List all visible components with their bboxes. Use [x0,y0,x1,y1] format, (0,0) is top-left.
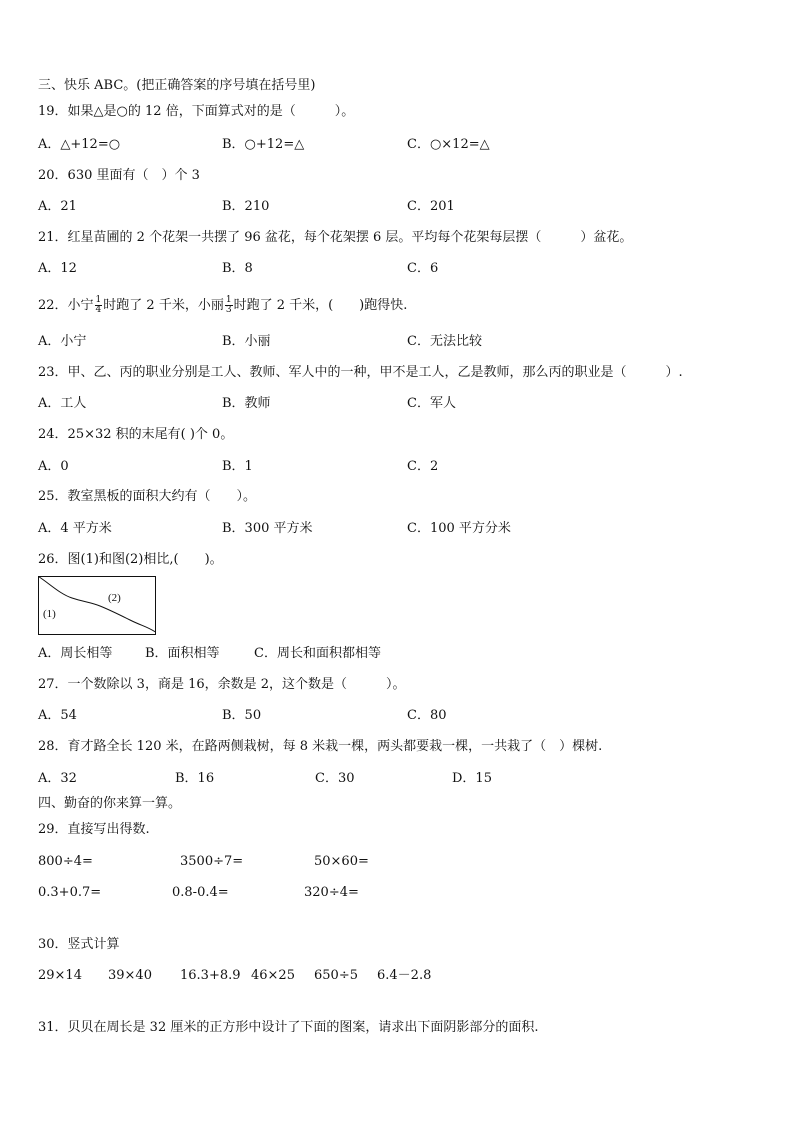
q25-option-c: C．100 平方分米 [407,521,511,536]
q22-option-b: B．小丽 [222,334,271,349]
q27-option-c: C．80 [407,708,447,723]
question-28: 28．育才路全长 120 米，在路两侧栽树，每 8 米栽一棵，两头都要栽一棵，一共栽了（ ）棵树. [38,739,603,754]
figure-label-2: (2) [108,592,121,604]
fraction-one-third: $\frac{1}{3}$ [225,295,232,315]
q22-middle: 时跑了 2 千米，小丽 [103,298,224,313]
q24-option-c: C．2 [407,459,439,474]
q21-option-c: C．6 [407,261,439,276]
q22-option-c: C．无法比较 [407,334,482,349]
q23-option-b: B．教师 [222,396,271,411]
q19-option-b: B．○+12=△ [222,137,305,152]
section-3-title: 三、快乐 ABC。(把正确答案的序号填在括号里) [38,78,316,93]
vertical-calc-item: 6.4－2.8 [377,968,432,983]
calc-item: 0.8-0.4= [172,885,229,900]
q26-option-a: A．周长相等 [38,646,113,661]
q28-option-d: D．15 [452,771,492,786]
calc-item: 50×60= [314,854,369,869]
figure-label-1: (1) [43,608,56,620]
q19-option-c: C．○×12=△ [407,137,490,152]
q23-option-a: A．工人 [38,396,87,411]
q26-option-b: B．面积相等 [145,646,220,661]
q24-option-b: B．1 [222,459,253,474]
question-30: 30．竖式计算 [38,937,120,952]
question-31: 31．贝贝在周长是 32 厘米的正方形中设计了下面的图案，请求出下面阴影部分的面积. [38,1020,539,1035]
question-24: 24．25×32 积的末尾有( )个 0。 [38,427,234,442]
vertical-calc-item: 46×25 [251,968,295,983]
question-20: 20．630 里面有（ ）个 3 [38,168,200,183]
q22-option-a: A．小宁 [38,334,87,349]
vertical-calc-item: 650÷5 [314,968,358,983]
rectangle-split-figure [38,576,156,635]
q28-option-c: C．30 [315,771,355,786]
q28-option-a: A．32 [38,771,77,786]
question-23: 23．甲、乙、丙的职业分别是工人、教师、军人中的一种，甲不是工人，乙是教师，那么丙的职业是（ ）. [38,365,683,380]
section-4-title: 四、勤奋的你来算一算。 [38,796,182,811]
question-26: 26．图(1)和图(2)相比,( )。 [38,552,223,567]
q28-option-b: B．16 [175,771,215,786]
calc-item: 320÷4= [304,885,359,900]
question-29: 29．直接写出得数. [38,822,150,837]
question-19: 19．如果△是○的 12 倍，下面算式对的是（ ）。 [38,104,355,119]
vertical-calc-item: 39×40 [108,968,152,983]
calc-item: 800÷4= [38,854,93,869]
calc-item: 3500÷7= [180,854,244,869]
fraction-one-quarter: $\frac{1}{4}$ [95,295,102,315]
q27-option-b: B．50 [222,708,262,723]
vertical-calc-item: 29×14 [38,968,82,983]
q21-option-a: A．12 [38,261,77,276]
q23-option-c: C．军人 [407,396,456,411]
q20-option-b: B．210 [222,199,270,214]
q24-option-a: A．0 [38,459,69,474]
question-27: 27．一个数除以 3，商是 16，余数是 2，这个数是（ ）。 [38,677,406,692]
calc-item: 0.3+0.7= [38,885,102,900]
q21-option-b: B．8 [222,261,253,276]
vertical-calc-item: 16.3+8.9 [180,968,241,983]
question-22 [38,291,407,321]
q27-option-a: A．54 [38,708,77,723]
q25-option-b: B．300 平方米 [222,521,313,536]
q20-option-c: C．201 [407,199,455,214]
question-25: 25．教室黑板的面积大约有（ ）。 [38,489,257,504]
q19-option-a: A．△+12=○ [38,137,121,152]
question-21: 21．红星苗圃的 2 个花架一共摆了 96 盆花，每个花架摆 6 层。平均每个花架每层摆（ ）盆花。 [38,230,633,245]
q22-prefix: 22．小宁 [38,298,94,313]
q25-option-a: A．4 平方米 [38,521,112,536]
q26-option-c: C．周长和面积都相等 [254,646,381,661]
q20-option-a: A．21 [38,199,77,214]
q22-suffix: 时跑了 2 千米，( )跑得快. [233,298,408,313]
